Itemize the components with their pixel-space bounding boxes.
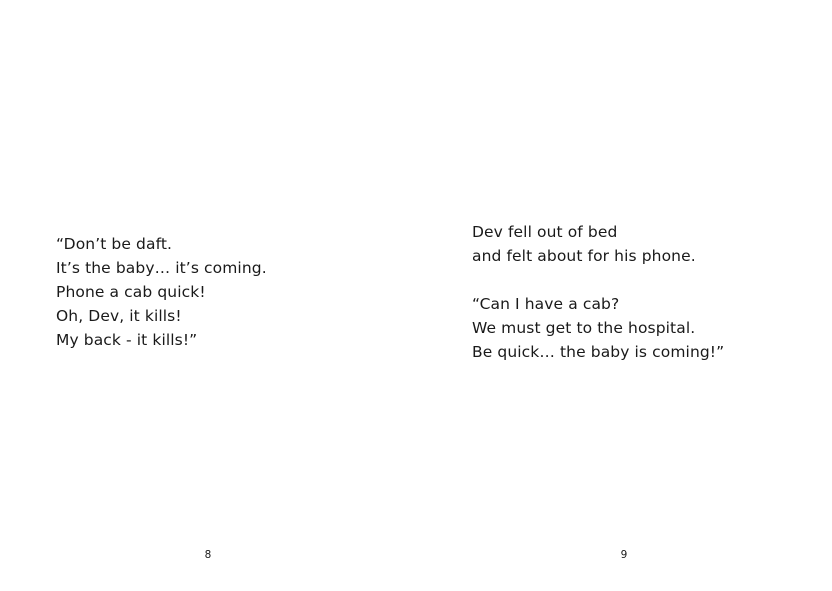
text-line: Phone a cab quick!	[56, 283, 206, 301]
text-line: “Can I have a cab?	[472, 295, 620, 313]
text-line: and felt about for his phone.	[472, 247, 696, 265]
text-line: Oh, Dev, it kills!	[56, 307, 182, 325]
page-number: 9	[620, 549, 628, 561]
right-page-text	[472, 220, 724, 364]
text-line: My back - it kills!”	[56, 331, 198, 349]
right-page	[416, 0, 832, 591]
text-line: “Don’t be daft.	[56, 235, 173, 253]
text-line: Dev fell out of bed	[472, 223, 618, 241]
page-number: 8	[204, 549, 212, 561]
left-page-text	[56, 232, 267, 352]
text-line: It’s the baby… it’s coming.	[56, 259, 267, 277]
text-line: Be quick… the baby is coming!”	[472, 343, 725, 361]
stanza-gap	[472, 268, 724, 292]
text-line: We must get to the hospital.	[472, 319, 696, 337]
